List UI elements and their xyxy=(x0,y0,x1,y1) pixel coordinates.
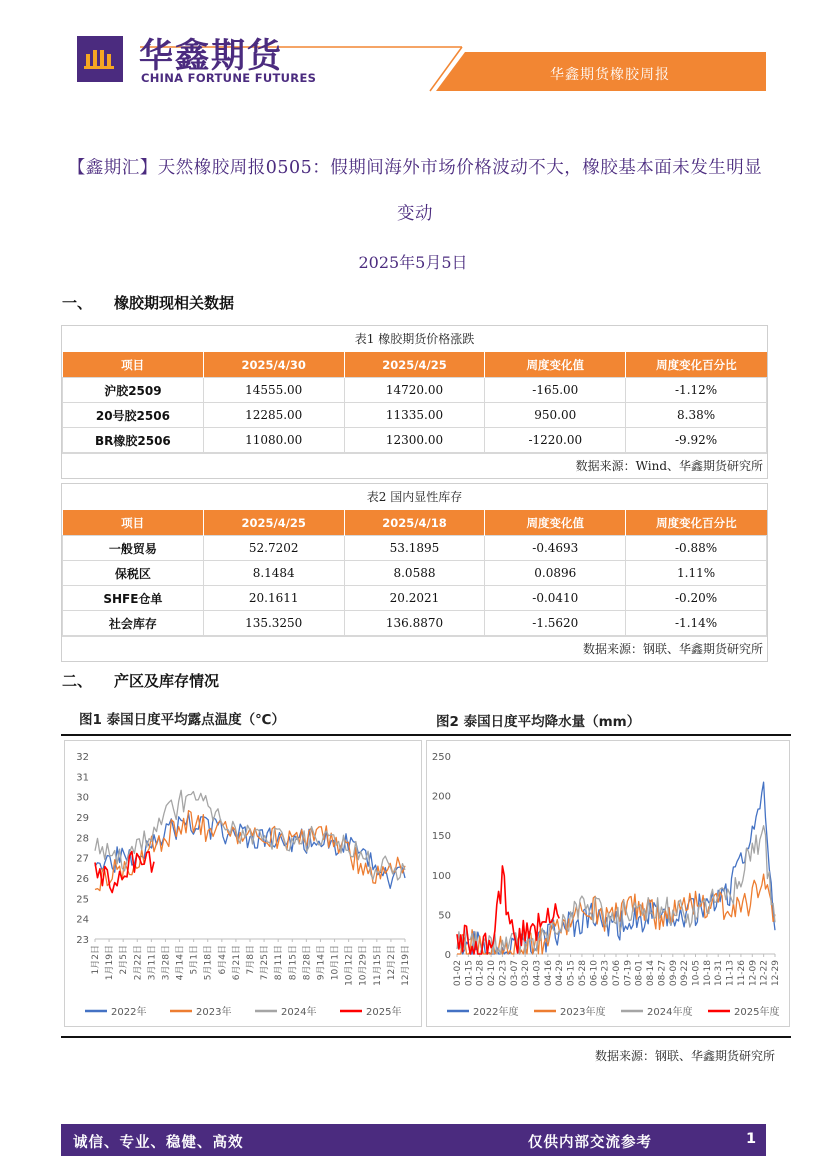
table-cell: 8.1484 xyxy=(203,561,344,586)
table-2-header-row xyxy=(63,510,767,536)
y-tick-label: 24 xyxy=(76,914,89,926)
table-2-source: 数据来源：钢联、华鑫期货研究所 xyxy=(62,636,767,661)
chart-1-panel xyxy=(64,740,422,1027)
table-cell: -1220.00 xyxy=(485,428,626,453)
table-header-cell: 2025/4/18 xyxy=(344,510,485,536)
table-cell: -0.88% xyxy=(626,536,767,561)
x-tick-label: 9月14日 xyxy=(316,945,327,981)
table-cell: 11080.00 xyxy=(203,428,344,453)
legend-label: 2022年度 xyxy=(473,1007,519,1018)
y-tick-label: 250 xyxy=(431,752,451,763)
x-tick-label: 05-15 xyxy=(566,960,577,987)
table-cell: -0.0410 xyxy=(485,586,626,611)
x-tick-label: 04-16 xyxy=(543,960,554,987)
section-2-title: 产区及库存情况 xyxy=(114,672,220,690)
x-tick-label: 05-28 xyxy=(577,960,588,987)
table-row xyxy=(63,428,767,453)
x-tick-label: 01-28 xyxy=(475,960,486,987)
logo-mark xyxy=(77,36,123,82)
x-tick-label: 2月22日 xyxy=(133,945,144,981)
x-tick-label: 10月12日 xyxy=(344,945,355,986)
y-tick-label: 200 xyxy=(431,791,451,803)
x-tick-label: 2月5日 xyxy=(119,945,130,975)
x-tick-label: 02-10 xyxy=(487,960,498,987)
table-row xyxy=(63,561,767,586)
x-tick-label: 4月14日 xyxy=(175,945,186,981)
x-tick-label: 12月2日 xyxy=(386,945,397,981)
y-tick-label: 28 xyxy=(76,833,89,845)
table-header-cell: 周度变化百分比 xyxy=(626,352,767,378)
x-tick-label: 6月21日 xyxy=(231,945,242,981)
section-2-number: 二、 xyxy=(62,672,93,690)
x-tick-label: 04-03 xyxy=(532,960,543,987)
x-tick-label: 7月8日 xyxy=(246,945,256,975)
x-tick-label: 06-23 xyxy=(600,960,611,987)
table-cell: -1.5620 xyxy=(485,611,626,636)
y-tick-label: 31 xyxy=(76,772,89,784)
table-cell: 11335.00 xyxy=(344,403,485,428)
section-1-number: 一、 xyxy=(62,294,93,312)
table-cell: 135.3250 xyxy=(203,611,344,636)
figure-1-title: 图1 泰国日度平均露点温度（℃） xyxy=(79,712,285,728)
table-cell: 12285.00 xyxy=(203,403,344,428)
y-tick-label: 25 xyxy=(76,894,89,906)
legend-label: 2025年 xyxy=(366,1007,402,1018)
table-1 xyxy=(61,325,768,479)
table-cell: -0.4693 xyxy=(485,536,626,561)
x-tick-label: 11月15日 xyxy=(372,945,383,986)
x-tick-label: 1月2日 xyxy=(91,945,101,975)
table-header-cell: 2025/4/25 xyxy=(344,352,485,378)
section-1-title: 橡胶期现相关数据 xyxy=(114,294,235,312)
x-tick-label: 08-01 xyxy=(634,960,645,987)
x-tick-label: 10月1日 xyxy=(330,945,341,981)
x-tick-label: 1月19日 xyxy=(105,945,116,981)
series-line-2022年度 xyxy=(457,782,775,954)
series-line-2023年 xyxy=(95,811,405,891)
x-tick-label: 3月28日 xyxy=(161,945,172,981)
x-tick-label: 3月11日 xyxy=(147,945,158,981)
row-label: 社会库存 xyxy=(63,611,204,636)
report-name: 华鑫期货橡胶周报 xyxy=(550,67,670,83)
table-1-header-row xyxy=(63,352,767,378)
table-header-cell: 2025/4/25 xyxy=(203,510,344,536)
y-tick-label: 30 xyxy=(76,792,89,804)
table-2-grid xyxy=(62,510,767,636)
y-tick-label: 26 xyxy=(76,874,89,885)
table-cell: -1.12% xyxy=(626,378,767,403)
logo-text-cn: 华鑫期货 xyxy=(139,36,283,76)
section-1-heading xyxy=(62,292,234,313)
row-label: SHFE仓单 xyxy=(63,586,204,611)
y-tick-label: 27 xyxy=(76,853,89,865)
chart-2-panel xyxy=(426,740,790,1027)
y-tick-label: 100 xyxy=(431,870,451,882)
page-number: 1 xyxy=(746,1131,757,1147)
y-tick-label: 29 xyxy=(76,813,89,824)
row-label: BR橡胶2506 xyxy=(63,428,204,453)
table-2-caption: 表2 国内显性库存 xyxy=(366,490,463,504)
x-tick-label: 12-09 xyxy=(748,960,759,987)
y-tick-label: 23 xyxy=(76,935,89,946)
x-tick-label: 07-19 xyxy=(623,960,634,987)
table-cell: 20.1611 xyxy=(203,586,344,611)
x-tick-label: 7月25日 xyxy=(260,945,271,981)
chart-1-dew-point xyxy=(65,741,421,1026)
table-row xyxy=(63,586,767,611)
x-tick-label: 01-15 xyxy=(464,960,475,987)
x-tick-label: 07-06 xyxy=(612,960,622,987)
legend-label: 2022年 xyxy=(111,1007,147,1018)
x-tick-label: 01-02 xyxy=(453,960,463,987)
table-cell: 136.8870 xyxy=(344,611,485,636)
table-cell: 1.11% xyxy=(626,561,767,586)
table-cell: 53.1895 xyxy=(344,536,485,561)
table-row xyxy=(63,378,767,403)
x-tick-label: 5月18日 xyxy=(203,945,214,981)
figure-2-title: 图2 泰国日度平均降水量（mm） xyxy=(436,714,641,730)
figures-source: 数据来源：钢联、华鑫期货研究所 xyxy=(594,1049,775,1063)
table-2 xyxy=(61,483,768,662)
table-cell: -165.00 xyxy=(485,378,626,403)
row-label: 20号胶2506 xyxy=(63,403,204,428)
legend-label: 2023年 xyxy=(196,1007,232,1018)
x-tick-label: 10-18 xyxy=(702,960,713,987)
x-tick-label: 8月28日 xyxy=(302,945,313,981)
row-label: 一般贸易 xyxy=(63,536,204,561)
table-cell: -0.20% xyxy=(626,586,767,611)
y-tick-label: 0 xyxy=(444,950,451,961)
table-cell: 20.2021 xyxy=(344,586,485,611)
legend-label: 2024年度 xyxy=(647,1007,693,1018)
table-row xyxy=(63,403,767,428)
table-row xyxy=(63,611,767,636)
table-header-cell: 项目 xyxy=(63,510,204,536)
x-tick-label: 12月19日 xyxy=(401,945,411,986)
table-1-caption: 表1 橡胶期货价格涨跌 xyxy=(354,332,475,346)
x-tick-label: 12-29 xyxy=(771,960,781,987)
x-tick-label: 8月15日 xyxy=(288,945,299,981)
x-tick-label: 11-13 xyxy=(725,960,736,987)
table-cell: 0.0896 xyxy=(485,561,626,586)
chart-2-rainfall xyxy=(427,741,789,1026)
row-label: 保税区 xyxy=(63,561,204,586)
table-cell: -9.92% xyxy=(626,428,767,453)
table-cell: 12300.00 xyxy=(344,428,485,453)
table-1-grid xyxy=(62,352,767,453)
x-tick-label: 04-29 xyxy=(555,960,566,987)
footer-motto: 诚信、专业、稳健、高效 xyxy=(73,1135,244,1151)
table-header-cell: 2025/4/30 xyxy=(203,352,344,378)
document-title: 【鑫期汇】天然橡胶周报0505：假期间海外市场价格波动不大，橡胶基本面未发生明显变动 xyxy=(67,158,763,224)
table-cell: 14555.00 xyxy=(203,378,344,403)
x-tick-label: 09-09 xyxy=(668,960,679,987)
document-date: 2025年5月5日 xyxy=(358,253,468,272)
table-cell: 52.7202 xyxy=(203,536,344,561)
x-tick-label: 08-27 xyxy=(657,960,668,987)
table-cell: 8.38% xyxy=(626,403,767,428)
legend-label: 2025年度 xyxy=(734,1007,780,1018)
series-line-2024年 xyxy=(95,790,405,880)
table-cell: 14720.00 xyxy=(344,378,485,403)
y-tick-label: 32 xyxy=(76,752,89,763)
x-tick-label: 6月4日 xyxy=(217,945,228,975)
table-row xyxy=(63,536,767,561)
table-header-cell: 周度变化百分比 xyxy=(626,510,767,536)
header-decoration xyxy=(0,0,826,100)
legend-label: 2024年 xyxy=(281,1007,317,1018)
x-tick-label: 03-20 xyxy=(521,960,532,987)
table-header-cell: 周度变化值 xyxy=(485,510,626,536)
x-tick-label: 06-10 xyxy=(589,960,600,987)
y-tick-label: 50 xyxy=(438,910,451,922)
x-tick-label: 08-14 xyxy=(646,960,657,987)
table-header-cell: 项目 xyxy=(63,352,204,378)
row-label: 沪胶2509 xyxy=(63,378,204,403)
x-tick-label: 11-26 xyxy=(736,960,747,987)
x-tick-label: 02-23 xyxy=(498,960,509,987)
x-tick-label: 10月29日 xyxy=(358,945,369,986)
table-1-source: 数据来源：Wind、华鑫期货研究所 xyxy=(62,453,767,478)
table-cell: 8.0588 xyxy=(344,561,485,586)
x-tick-label: 8月11日 xyxy=(274,945,285,981)
legend-label: 2023年度 xyxy=(560,1007,606,1018)
x-tick-label: 12-22 xyxy=(759,960,770,987)
x-tick-label: 03-07 xyxy=(509,960,520,987)
logo-text-en: CHINA FORTUNE FUTURES xyxy=(141,71,317,85)
table-cell: 950.00 xyxy=(485,403,626,428)
x-tick-label: 5月1日 xyxy=(189,945,200,975)
table-header-cell: 周度变化值 xyxy=(485,352,626,378)
section-2-heading xyxy=(62,670,219,691)
table-cell: -1.14% xyxy=(626,611,767,636)
y-tick-label: 150 xyxy=(431,831,451,843)
x-tick-label: 10-31 xyxy=(714,960,725,987)
x-tick-label: 10-05 xyxy=(691,960,702,987)
footer-notice: 仅供内部交流参考 xyxy=(528,1135,652,1151)
x-tick-label: 09-22 xyxy=(680,960,691,987)
